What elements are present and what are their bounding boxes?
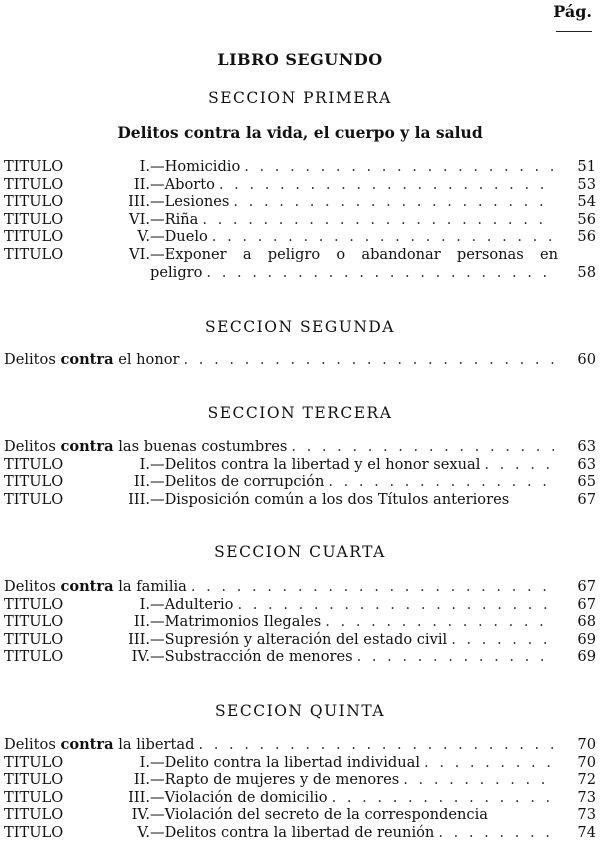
titulo-label: TITULO xyxy=(4,753,64,771)
titulo-label: TITULO xyxy=(4,228,64,246)
titulo-label: TITULO xyxy=(4,788,64,806)
entry-title: —Homicidio xyxy=(150,158,241,175)
entry-title: —Delitos contra la libertad y el honor sexual xyxy=(150,455,481,473)
titulo-label: TITULO xyxy=(4,823,64,841)
titulo-number: II. xyxy=(133,613,150,631)
toc-row[interactable] xyxy=(4,158,596,176)
toc-row[interactable] xyxy=(4,246,596,264)
page-number: 67 xyxy=(577,578,596,595)
toc-row[interactable] xyxy=(4,228,596,246)
dot-leader xyxy=(191,578,554,596)
entry-title: —Disposición común a los dos Títulos anteriores xyxy=(150,490,510,508)
toc-row[interactable] xyxy=(4,789,596,807)
toc-row[interactable] xyxy=(4,473,596,491)
titulo-label: TITULO xyxy=(4,158,64,175)
page-number: 68 xyxy=(577,613,596,631)
page-number: 67 xyxy=(577,595,596,613)
dot-leader xyxy=(184,351,554,369)
titulo-number: V. xyxy=(137,823,150,841)
dot-leader xyxy=(451,631,554,649)
dot-leader xyxy=(403,771,554,789)
dot-leader xyxy=(332,789,554,807)
page-column-rule xyxy=(556,31,592,32)
toc-row[interactable] xyxy=(4,824,596,842)
page-number: 73 xyxy=(577,788,596,806)
contra-label: contra xyxy=(60,351,114,368)
titulo-label: TITULO xyxy=(4,630,64,648)
titulo-number: I. xyxy=(139,595,150,613)
entry-title: —Delito contra la libertad individual xyxy=(150,753,421,771)
contra-label: contra xyxy=(60,736,114,753)
page-number: 65 xyxy=(577,473,596,491)
toc-row[interactable] xyxy=(4,806,596,824)
entry-title: —Supresión y alteración del estado civil xyxy=(150,630,448,648)
toc-delitos-row[interactable] xyxy=(4,736,596,754)
titulo-number: II. xyxy=(133,473,150,491)
delitos-subject: la libertad xyxy=(118,736,195,753)
titulo-number: II. xyxy=(133,771,150,789)
page-number: 73 xyxy=(577,806,596,824)
titulo-label: TITULO xyxy=(4,771,64,789)
dot-leader xyxy=(206,264,554,282)
titulo-number: III. xyxy=(128,788,150,806)
dot-leader xyxy=(484,456,554,474)
titulo-number: I. xyxy=(139,753,150,771)
page-number: 51 xyxy=(577,158,596,175)
dot-leader xyxy=(212,228,554,246)
dot-leader xyxy=(328,473,554,491)
titulo-label: TITULO xyxy=(4,455,64,473)
delitos-label: Delitos xyxy=(4,351,56,368)
toc-row[interactable] xyxy=(4,613,596,631)
dot-leader xyxy=(438,824,554,842)
titulo-label: TITULO xyxy=(4,193,64,211)
page-number: 69 xyxy=(577,648,596,666)
titulo-label: TITULO xyxy=(4,175,64,193)
entry-title: —Delitos contra la libertad de reunión xyxy=(150,823,435,841)
delitos-label: Delitos xyxy=(4,736,56,753)
page-number: 58 xyxy=(577,263,596,281)
entry-title: —Adulterio xyxy=(150,595,234,613)
titulo-number: III. xyxy=(128,630,150,648)
page-number: 53 xyxy=(577,175,596,193)
titulo-label: TITULO xyxy=(4,490,64,508)
page-number: 67 xyxy=(577,490,596,508)
section-heading-primera: SECCION PRIMERA xyxy=(208,89,392,107)
entry-title: —Substracción de menores xyxy=(150,648,353,666)
delitos-subject: las buenas costumbres xyxy=(118,438,288,455)
page-number: 63 xyxy=(577,455,596,473)
titulo-number: III. xyxy=(128,193,150,211)
toc-row[interactable] xyxy=(4,771,596,789)
toc-row[interactable] xyxy=(4,596,596,614)
entry-title: —Exponer a peligro o abandonar personas en xyxy=(150,245,558,263)
toc-row[interactable] xyxy=(4,648,596,666)
toc-row[interactable] xyxy=(4,211,596,229)
page-number: 70 xyxy=(577,753,596,771)
page-number: 72 xyxy=(577,771,596,789)
page-number: 56 xyxy=(577,210,596,228)
entry-title: —Lesiones xyxy=(150,193,230,211)
entry-title: —Riña xyxy=(150,210,199,228)
toc-row[interactable] xyxy=(4,491,596,509)
dot-leader xyxy=(198,736,554,754)
dot-leader xyxy=(325,613,554,631)
page-number: 54 xyxy=(577,193,596,211)
toc-delitos-row[interactable] xyxy=(4,438,596,456)
titulo-number: VI. xyxy=(129,210,150,228)
dot-leader xyxy=(233,193,554,211)
page-number: 70 xyxy=(577,736,596,753)
dot-leader xyxy=(219,176,554,194)
toc-block-quinta xyxy=(4,736,596,842)
titulo-label: TITULO xyxy=(4,613,64,631)
entry-title: —Duelo xyxy=(150,228,208,246)
contra-label: contra xyxy=(60,578,114,595)
dot-leader xyxy=(291,438,554,456)
page-column-label: Pág. xyxy=(553,2,592,21)
page-number: 63 xyxy=(577,438,596,455)
section-heading-cuarta: SECCION CUARTA xyxy=(214,543,386,561)
titulo-number: VI. xyxy=(129,245,150,263)
toc-block-primera xyxy=(4,158,596,281)
delitos-subject: la familia xyxy=(118,578,187,595)
titulo-label: TITULO xyxy=(4,648,64,666)
dot-leader xyxy=(244,158,554,176)
page-number: 69 xyxy=(577,630,596,648)
book-title: LIBRO SEGUNDO xyxy=(217,50,383,69)
toc-delitos-row[interactable] xyxy=(4,351,596,369)
toc-row[interactable] xyxy=(4,631,596,649)
titulo-label: TITULO xyxy=(4,595,64,613)
toc-row[interactable] xyxy=(4,754,596,772)
delitos-label: Delitos xyxy=(4,578,56,595)
toc-delitos-row[interactable] xyxy=(4,578,596,596)
titulo-number: III. xyxy=(128,490,150,508)
titulo-number: IV. xyxy=(131,648,150,666)
entry-title: —Violación del secreto de la correspondencia xyxy=(150,806,488,824)
entry-title: —Rapto de mujeres y de menores xyxy=(150,771,400,789)
entry-title: —Violación de domicilio xyxy=(150,788,328,806)
page-number: 56 xyxy=(577,228,596,246)
section-heading-tercera: SECCION TERCERA xyxy=(207,404,393,422)
section-heading-segunda: SECCION SEGUNDA xyxy=(204,318,396,336)
page-number: 60 xyxy=(577,351,596,368)
titulo-number: IV. xyxy=(131,806,150,824)
dot-leader xyxy=(357,648,554,666)
page-number: 74 xyxy=(577,823,596,841)
section-heading-quinta: SECCION QUINTA xyxy=(214,702,386,720)
entry-title: —Delitos de corrupción xyxy=(150,473,325,491)
dot-leader xyxy=(424,754,554,772)
toc-block-tercera xyxy=(4,438,596,508)
titulo-number: II. xyxy=(133,175,150,193)
titulo-number: I. xyxy=(139,455,150,473)
entry-title: —Aborto xyxy=(150,175,215,193)
entry-title-continuation: peligro xyxy=(150,263,203,281)
titulo-number: V. xyxy=(137,228,150,246)
dot-leader xyxy=(237,596,554,614)
section-subheading-primera: Delitos contra la vida, el cuerpo y la salud xyxy=(117,123,483,142)
toc-row[interactable] xyxy=(4,176,596,194)
entry-title: —Matrimonios Ilegales xyxy=(150,613,322,631)
toc-block-cuarta xyxy=(4,578,596,666)
titulo-label: TITULO xyxy=(4,210,64,228)
titulo-label: TITULO xyxy=(4,245,64,263)
toc-row[interactable] xyxy=(4,193,596,211)
toc-row-continuation[interactable] xyxy=(4,264,596,282)
toc-block-segunda xyxy=(4,351,596,369)
delitos-subject: el honor xyxy=(118,351,180,368)
dot-leader xyxy=(202,211,554,229)
delitos-label: Delitos xyxy=(4,438,56,455)
contra-label: contra xyxy=(60,438,114,455)
titulo-label: TITULO xyxy=(4,473,64,491)
toc-row[interactable] xyxy=(4,456,596,474)
titulo-number: I. xyxy=(139,158,150,175)
titulo-label: TITULO xyxy=(4,806,64,824)
